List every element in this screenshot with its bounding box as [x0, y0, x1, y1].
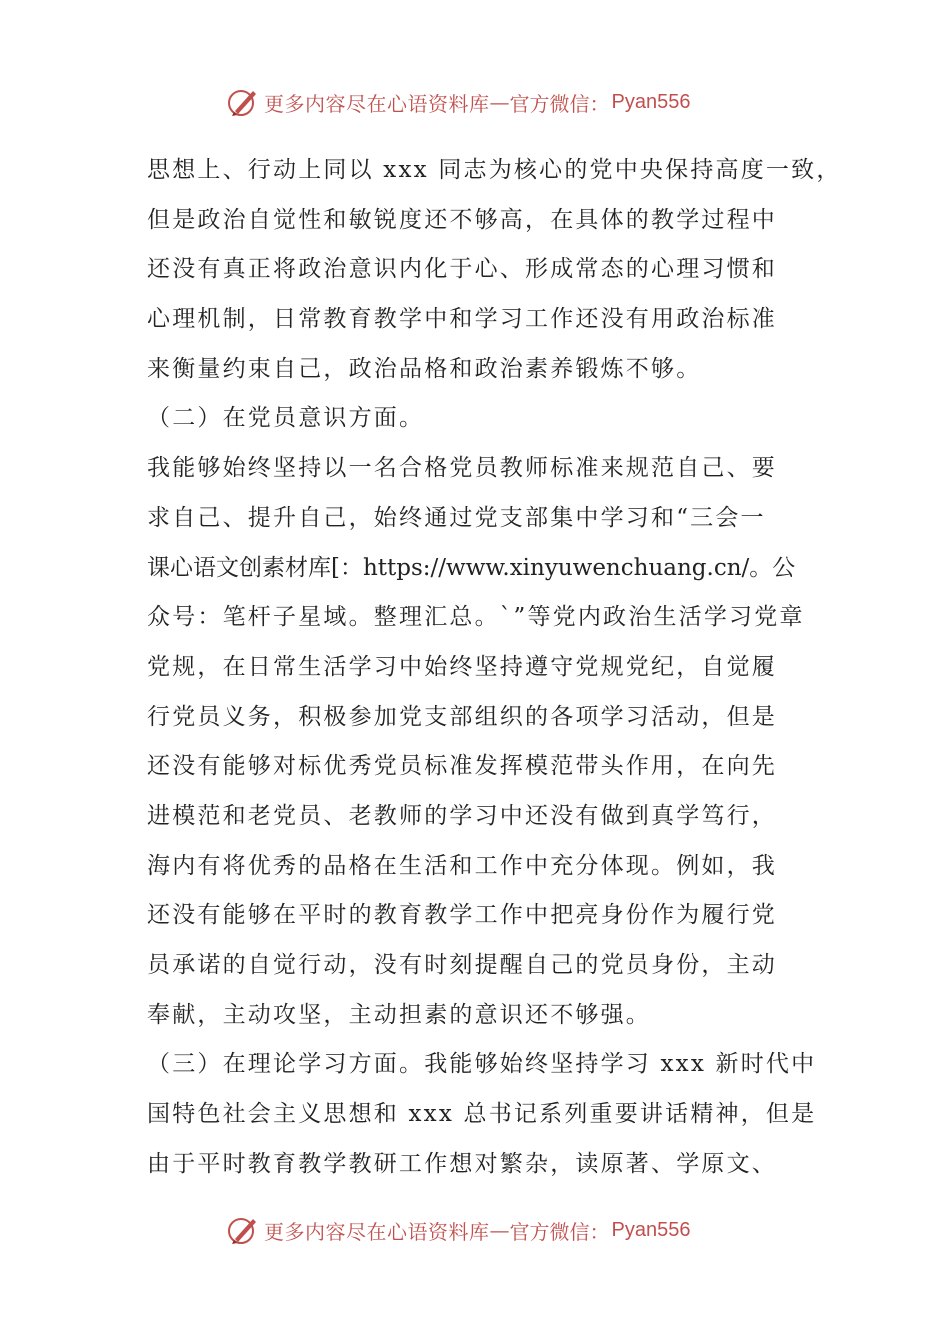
- section-heading: （二）在党员意识方面。: [147, 405, 425, 432]
- banner-text: 更多内容尽在心语资料库: [264, 91, 490, 116]
- text-line: 求自己、提升自己，始终通过党支部集中学习和“三会一: [147, 504, 766, 531]
- wechat-id: Pyan556: [611, 90, 691, 113]
- pen-logo-icon: [226, 85, 260, 119]
- section-heading: （三）在理论学习方面。我能够始终坚持学习 xxx 新时代中: [147, 1051, 817, 1078]
- text-line: 我能够始终坚持以一名合格党员教师标准来规范自己、要: [147, 455, 777, 482]
- text-line: 但是政治自觉性和敏锐度还不够高，在具体的教学过程中: [147, 206, 777, 233]
- header-banner: [0, 82, 950, 122]
- wechat-label: 官方微信：: [509, 1219, 610, 1244]
- wechat-id: Pyan556: [611, 1218, 691, 1241]
- wechat-label: 官方微信：: [509, 91, 610, 116]
- text-line: 还没有能够在平时的教育教学工作中把亮身份作为履行党: [147, 902, 777, 929]
- text-line-url: 课心语文创素材库[：https://www.xinyuwenchuang.cn/。公: [147, 554, 796, 581]
- banner-separator: —: [489, 1218, 510, 1242]
- text-line: 员承诺的自觉行动，没有时刻提醒自己的党员身份，主动: [147, 952, 777, 978]
- banner-text: 更多内容尽在心语资料库: [264, 1219, 490, 1244]
- text-line: 众号：笔杆子星域。整理汇总。`”等党内政治生活学习党章: [147, 604, 805, 631]
- text-line: 思想上、行动上同以 xxx 同志为核心的党中央保持高度一致，: [147, 157, 842, 183]
- document-body: [147, 146, 842, 1189]
- text-line: 还没有真正将政治意识内化于心、形成常态的心理习惯和: [147, 256, 777, 283]
- text-line: 行党员义务，积极参加党支部组织的各项学习活动，但是: [147, 703, 777, 730]
- text-line: 来衡量约束自己，政治品格和政治素养锻炼不够。: [147, 355, 702, 382]
- text-line: 党规，在日常生活学习中始终坚持遵守党规党纪，自觉履: [147, 653, 777, 680]
- text-line: 进模范和老党员、老教师的学习中还没有做到真学笃行，: [147, 802, 777, 829]
- text-line: 海内有将优秀的品格在生活和工作中充分体现。例如，我: [147, 852, 777, 879]
- banner-separator: —: [489, 90, 510, 114]
- text-line: 由于平时教育教学教研工作想对繁杂，读原著、学原文、: [147, 1150, 777, 1177]
- footer-banner: [0, 1210, 950, 1250]
- text-line: 奉献，主动攻坚，主动担素的意识还不够强。: [147, 1001, 651, 1028]
- text-line: 还没有能够对标优秀党员标准发挥模范带头作用，在向先: [147, 753, 777, 780]
- text-line: 国特色社会主义思想和 xxx 总书记系列重要讲话精神，但是: [147, 1101, 817, 1128]
- text-line: 心理机制，日常教育教学中和学习工作还没有用政治标准: [147, 306, 777, 333]
- pen-logo-icon: [226, 1213, 260, 1247]
